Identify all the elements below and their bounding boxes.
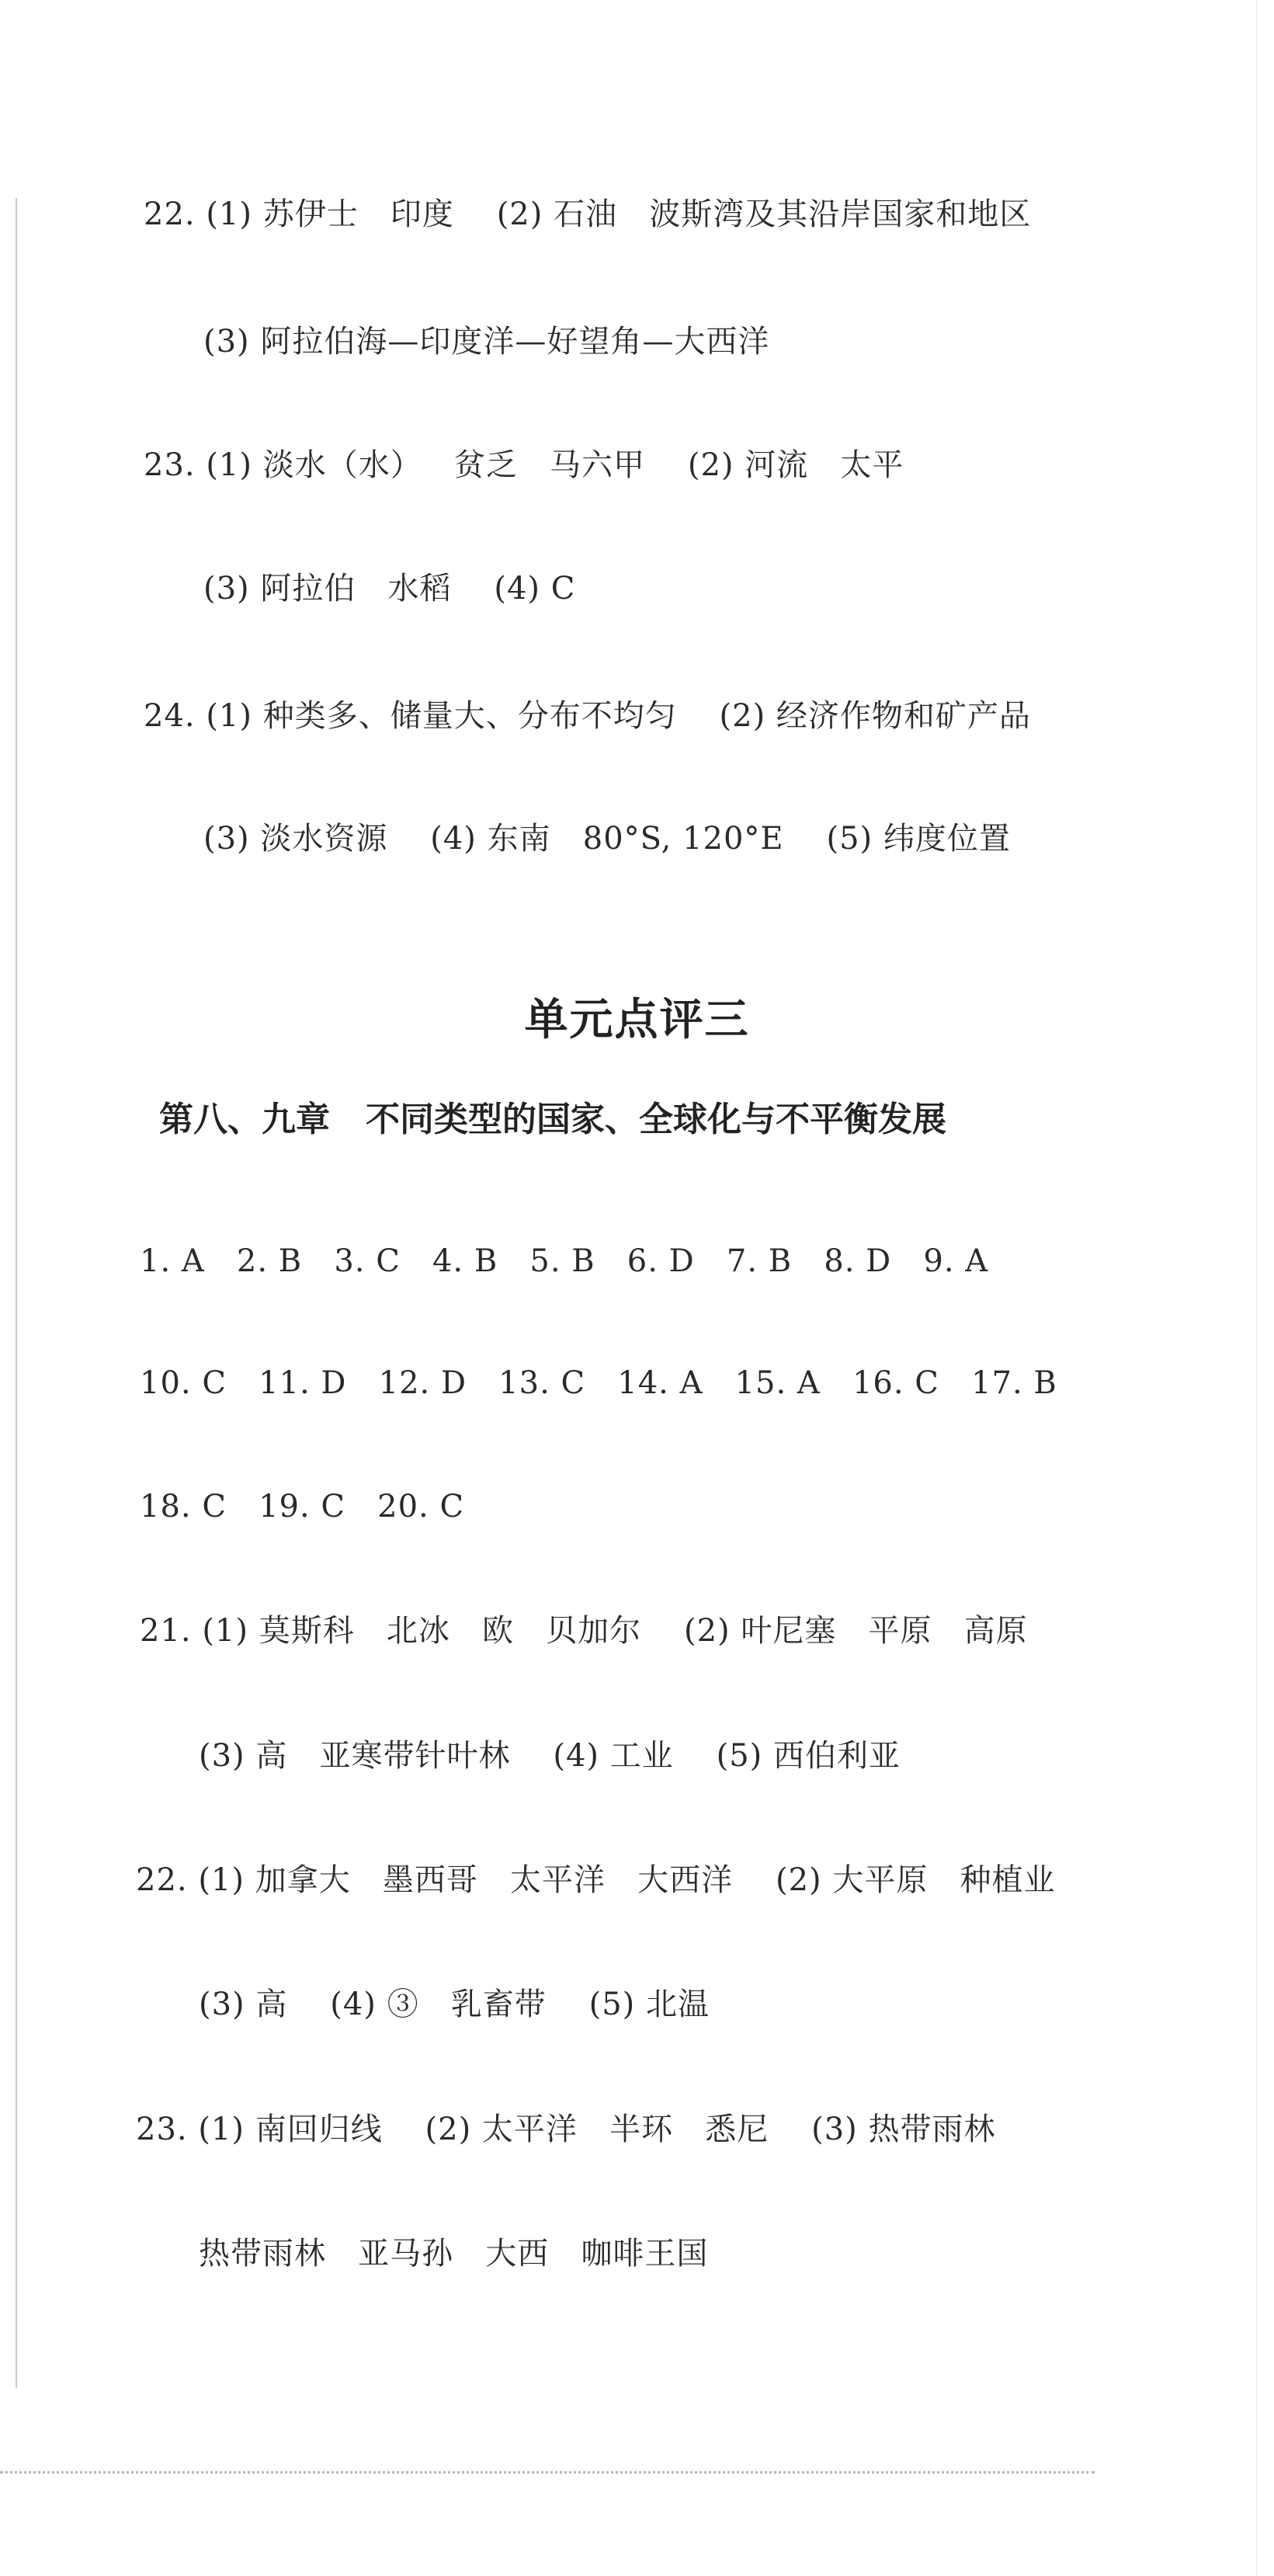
footer-dotted-rule bbox=[0, 2471, 1095, 2473]
answer-24-line-2: (3) 淡水资源 (4) 东南 80°S, 120°E (5) 纬度位置 bbox=[203, 821, 1011, 857]
answer-21-line-2: (3) 高 亚寒带针叶林 (4) 工业 (5) 西伯利亚 bbox=[199, 1738, 901, 1774]
mc-answers-row-3: 18. C 19. C 20. C bbox=[140, 1489, 465, 1524]
left-margin-rule bbox=[16, 198, 17, 2388]
mc-answers-row-1: 1. A 2. B 3. C 4. B 5. B 6. D 7. B 8. D 9. A bbox=[140, 1243, 989, 1279]
answer-22-line-2: (3) 高 (4) ③ 乳畜带 (5) 北温 bbox=[199, 1987, 710, 2022]
mc-answers-row-2: 10. C 11. D 12. D 13. C 14. A 15. A 16. C 17. B bbox=[140, 1365, 1057, 1401]
answer-23-line-1: 23. (1) 淡水（水） 贫乏 马六甲 (2) 河流 太平 bbox=[144, 447, 904, 483]
answer-22-line-1: 22. (1) 苏伊士 印度 (2) 石油 波斯湾及其沿岸国家和地区 bbox=[144, 196, 1032, 232]
chapter-title: 第八、九章 不同类型的国家、全球化与不平衡发展 bbox=[159, 1100, 946, 1139]
right-page-edge bbox=[1256, 0, 1257, 2576]
answer-24-line-1: 24. (1) 种类多、储量大、分布不均匀 (2) 经济作物和矿产品 bbox=[144, 698, 1031, 734]
unit-title: 单元点评三 bbox=[524, 995, 750, 1045]
answer-22-line-1: 22. (1) 加拿大 墨西哥 太平洋 大西洋 (2) 大平原 种植业 bbox=[136, 1862, 1056, 1898]
answer-23-line-2: 热带雨林 亚马孙 大西 咖啡王国 bbox=[199, 2236, 709, 2272]
answer-23-line-1: 23. (1) 南回归线 (2) 太平洋 半环 悉尼 (3) 热带雨林 bbox=[136, 2112, 996, 2147]
answer-22-line-2: (3) 阿拉伯海—印度洋—好望角—大西洋 bbox=[203, 324, 770, 360]
answer-21-line-1: 21. (1) 莫斯科 北冰 欧 贝加尔 (2) 叶尼塞 平原 高原 bbox=[140, 1613, 1028, 1649]
answer-23-line-2: (3) 阿拉伯 水稻 (4) C bbox=[203, 571, 576, 607]
